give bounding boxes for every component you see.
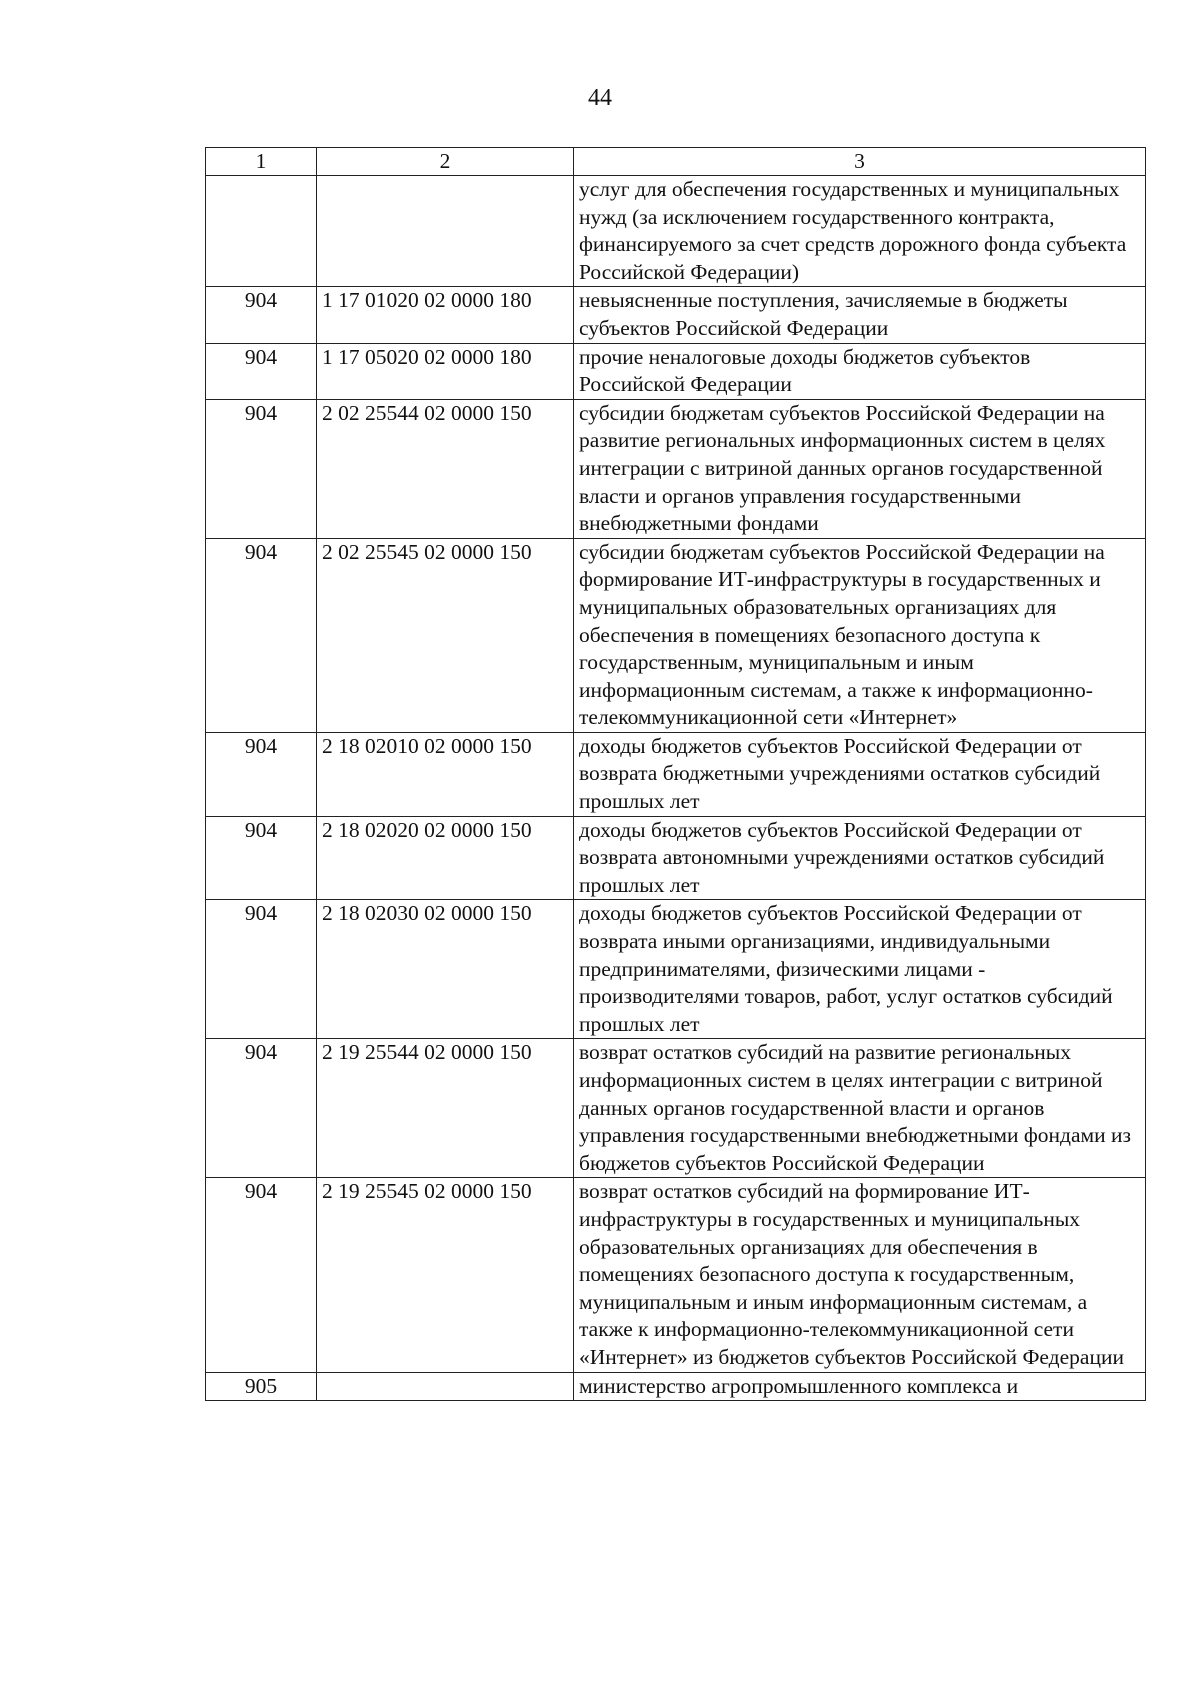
table-row (206, 538, 1146, 732)
admin-code-cell: 905 (206, 1372, 317, 1401)
revenue-code-cell: 2 19 25544 02 0000 150 (317, 1039, 574, 1178)
revenue-code-cell (317, 1372, 574, 1401)
table-row (206, 176, 1146, 287)
column-header-3: 3 (574, 148, 1146, 176)
table-row (206, 287, 1146, 343)
table-row (206, 900, 1146, 1039)
description-cell: субсидии бюджетам субъектов Российской Федерации на формирование ИТ-инфраструктуры в государственных и муниципальных образовательных организациях для обеспечения в помещениях безопасного доступа к государственным, муниципальным и иным информационным системам, а также к информационно-телекоммуникационной сети «Интернет» (574, 538, 1146, 732)
admin-code-cell: 904 (206, 287, 317, 343)
admin-code-cell: 904 (206, 1178, 317, 1372)
revenue-code-cell: 2 02 25545 02 0000 150 (317, 538, 574, 732)
column-header-1: 1 (206, 148, 317, 176)
admin-code-cell: 904 (206, 900, 317, 1039)
admin-code-cell: 904 (206, 343, 317, 399)
revenue-code-cell: 2 18 02020 02 0000 150 (317, 816, 574, 900)
description-cell: доходы бюджетов субъектов Российской Федерации от возврата бюджетными учреждениями остатков субсидий прошлых лет (574, 732, 1146, 816)
revenue-code-cell: 2 02 25544 02 0000 150 (317, 399, 574, 538)
table-row (206, 399, 1146, 538)
table-row (206, 1178, 1146, 1372)
table-row (206, 816, 1146, 900)
admin-code-cell (206, 176, 317, 287)
revenue-code-cell (317, 176, 574, 287)
table-row (206, 732, 1146, 816)
page-number: 44 (588, 85, 612, 111)
table-row (206, 343, 1146, 399)
description-cell: возврат остатков субсидий на формирование ИТ-инфраструктуры в государственных и муниципальных образовательных организациях для обеспечения в помещениях безопасного доступа к государственным, муниципальным и иным информационным системам, а также к информационно-телекоммуникационной сети «Интернет» из бюджетов субъектов Российской Федерации (574, 1178, 1146, 1372)
admin-code-cell: 904 (206, 1039, 317, 1178)
description-cell: возврат остатков субсидий на развитие региональных информационных систем в целях интеграции с витриной данных органов государственной власти и органов управления государственными внебюджетными фондами из бюджетов субъектов Российской Федерации (574, 1039, 1146, 1178)
table-row (206, 1039, 1146, 1178)
table-header-row (206, 148, 1146, 176)
description-cell: доходы бюджетов субъектов Российской Федерации от возврата иными организациями, индивидуальными предпринимателями, физическими лицами - производителями товаров, работ, услуг остатков субсидий прошлых лет (574, 900, 1146, 1039)
revenue-code-cell: 2 18 02010 02 0000 150 (317, 732, 574, 816)
admin-code-cell: 904 (206, 399, 317, 538)
description-cell: невыясненные поступления, зачисляемые в бюджеты субъектов Российской Федерации (574, 287, 1146, 343)
description-cell: субсидии бюджетам субъектов Российской Федерации на развитие региональных информационных систем в целях интеграции с витриной данных органов государственной власти и органов управления государственными внебюджетными фондами (574, 399, 1146, 538)
admin-code-cell: 904 (206, 732, 317, 816)
table-row (206, 1372, 1146, 1401)
description-cell: министерство агропромышленного комплекса и (574, 1372, 1146, 1401)
admin-code-cell: 904 (206, 538, 317, 732)
revenue-codes-table (205, 147, 1146, 1401)
revenue-code-cell: 1 17 05020 02 0000 180 (317, 343, 574, 399)
revenue-code-cell: 2 18 02030 02 0000 150 (317, 900, 574, 1039)
revenue-code-cell: 1 17 01020 02 0000 180 (317, 287, 574, 343)
admin-code-cell: 904 (206, 816, 317, 900)
description-cell: доходы бюджетов субъектов Российской Федерации от возврата автономными учреждениями остатков субсидий прошлых лет (574, 816, 1146, 900)
description-cell: прочие неналоговые доходы бюджетов субъектов Российской Федерации (574, 343, 1146, 399)
description-cell: услуг для обеспечения государственных и муниципальных нужд (за исключением государственного контракта, финансируемого за счет средств дорожного фонда субъекта Российской Федерации) (574, 176, 1146, 287)
column-header-2: 2 (317, 148, 574, 176)
revenue-code-cell: 2 19 25545 02 0000 150 (317, 1178, 574, 1372)
